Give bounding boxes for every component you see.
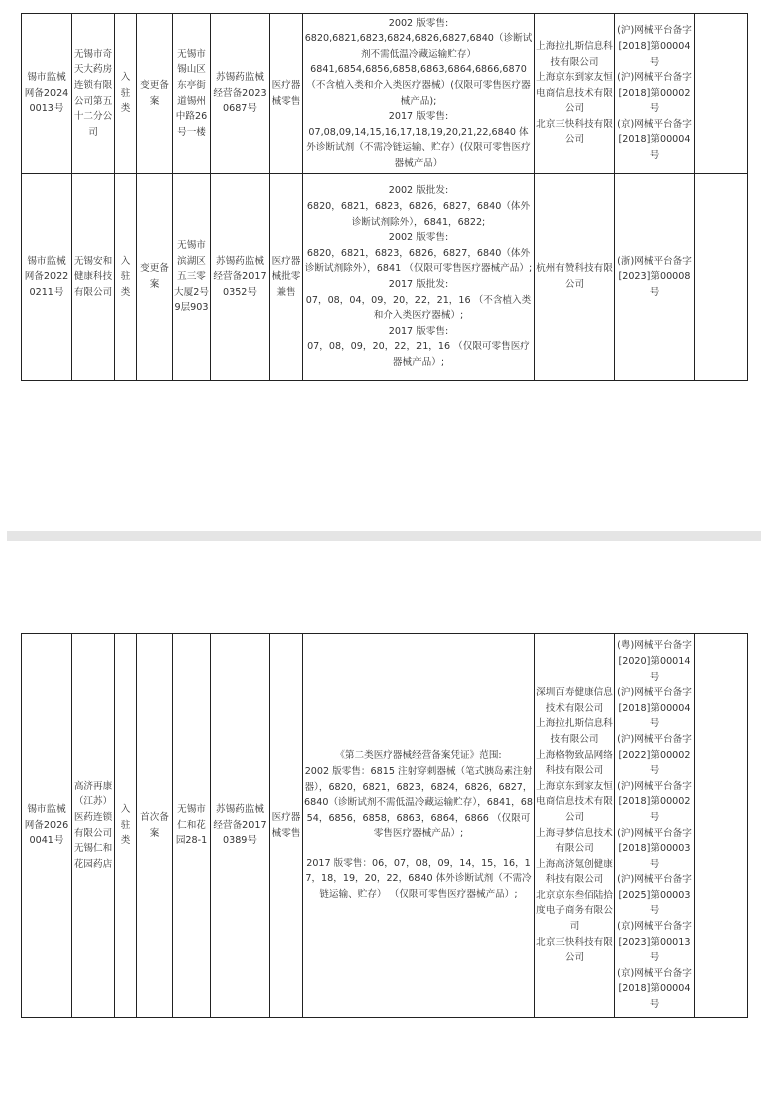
platform-permit: (沪)网械平台备字[2018]第00003号 (617, 827, 692, 870)
license-number: 苏锡药监械经营备20170352号 (211, 174, 270, 381)
filing-type: 变更备案 (137, 14, 173, 174)
platform-permit: (沪)网械平台备字[2018]第00002号 (617, 72, 692, 115)
scope-line: 07，08，09，20，22，21，16 （仅限可零售医疗器械产品）; (307, 341, 530, 368)
platform-name: 杭州有赞科技有限公司 (536, 263, 613, 290)
platform-permit: (沪)网械平台备字[2018]第00002号 (617, 780, 692, 823)
scope-line: 6820，6821，6823，6826，6827，6840（体外诊断试剂除外），6841，6822; (306, 201, 531, 228)
scope-line: 07，08，04，09，20，22，21，16 （不含植入类和介入类医疗器械）; (305, 294, 532, 322)
platform-name: 北京三快科技有限公司 (536, 118, 613, 146)
license-number: 苏锡药监械经营备20170389号 (211, 634, 270, 1018)
filing-type: 首次备案 (137, 634, 173, 1018)
page-separator (7, 531, 761, 541)
platform-name: 深圳百寿健康信息技术有限公司 (536, 687, 613, 714)
platform-permit: (沪)网械平台备字[2025]第00003号 (617, 874, 692, 917)
registry-table-page2 (21, 633, 748, 1018)
platform-name: 北京京东叁佰陆拾度电子商务有限公司 (536, 889, 613, 933)
entry-type: 入驻类 (115, 174, 137, 381)
platform-permit: (京)网械平台备字[2018]第00004号 (617, 967, 692, 1011)
platform-name: 上海寻梦信息技术有限公司 (536, 827, 613, 855)
table-row (22, 14, 748, 174)
company-name: 无锡安和健康科技有限公司 (72, 174, 115, 381)
scope-line: 2017 版批发: (388, 279, 449, 290)
scope-line: 2002 版批发: (388, 185, 449, 197)
platform-permits (615, 14, 695, 174)
platform-permit: (京)网械平台备字[2023]第00013号 (617, 921, 692, 964)
business-address: 无锡市滨湖区五三零大厦2号9层903 (173, 174, 211, 381)
entry-type: 入驻类 (115, 14, 137, 174)
platform-permit: (粤)网械平台备字[2020]第00014号 (617, 640, 692, 683)
platform-permit: (沪)网械平台备字[2018]第00004号 (617, 687, 692, 730)
business-scope (303, 174, 535, 381)
business-mode: 医疗器械零售 (270, 634, 303, 1018)
entry-type: 入驻类 (115, 634, 137, 1018)
platform-name: 上海京东到家友恒电商信息技术有限公司 (536, 72, 613, 115)
platform-permit: (京)网械平台备字[2018]第00004号 (617, 118, 692, 162)
business-scope (303, 634, 535, 1018)
platform-permit: (沪)网械平台备字[2022]第00002号 (617, 733, 692, 777)
platform-permits (615, 174, 695, 381)
platform-permit: (浙)网械平台备字[2023]第00008号 (617, 255, 692, 298)
license-number: 苏锡药监械经营备20230687号 (211, 14, 270, 174)
scope-line: 6820,6821,6823,6824,6826,6827,6840（诊断试剂不需低温冷藏运输贮存） (304, 33, 533, 60)
remark (695, 174, 748, 381)
scope-line: 6820，6821，6823，6826，6827，6840（体外诊断试剂除外），6841 （仅限可零售医疗器械产品）; (304, 247, 533, 275)
platform-companies (535, 174, 615, 381)
scope-line: 2017 版零售: (388, 111, 449, 123)
table-row (22, 634, 748, 1018)
scope-spacer (304, 842, 533, 856)
filing-number: 锡市监械网备2024 0013号 (22, 14, 72, 174)
business-address: 无锡市锡山区东亭街道锡州中路26号一楼 (173, 14, 211, 174)
scope-line: 2002 版零售: (388, 17, 449, 29)
scope-line: 《第二类医疗器械经营备案凭证》范围: (335, 750, 502, 762)
scope-line: 2017 版零售：06，07，08，09，14，15，16，17，18，19，20，22，6840 体外诊断试剂（不需冷链运输、贮存） （仅限可零售医疗器械产品）; (305, 857, 532, 901)
platform-name: 上海高济氪创健康科技有限公司 (536, 858, 613, 886)
platform-companies (535, 14, 615, 174)
remark (695, 14, 748, 174)
platform-name: 上海拉扎斯信息科技有限公司 (536, 718, 613, 745)
scope-line: 2002 版零售：6815 注射穿刺器械（笔式胰岛素注射器），6820，6821，6823，6824，6826，6827，6840（诊断试剂不需低温冷藏运输贮存），6841，6854，6856，6858，6863，6864，6866 （仅限可零售医疗器械产品）; (304, 765, 533, 840)
company-name: 高济再康（江苏）医药连锁有限公司无锡仁和花园药店 (72, 634, 115, 1018)
platform-permits (615, 634, 695, 1018)
registry-table-page1 (21, 13, 748, 381)
filing-number: 锡市监械网备2022 0211号 (22, 174, 72, 381)
business-scope (303, 14, 535, 174)
platform-name: 上海拉扎斯信息科技有限公司 (536, 40, 613, 68)
filing-type: 变更备案 (137, 174, 173, 381)
business-address: 无锡市仁和花园28-1 (173, 634, 211, 1018)
scope-line: 07,08,09,14,15,16,17,18,19,20,21,22,6840 体外诊断试剂（不需冷链运输、贮存）(仅限可零售医疗器械产品） (306, 126, 531, 169)
scope-line: 2017 版零售: (388, 325, 449, 337)
platform-permit: (沪)网械平台备字[2018]第00004号 (617, 25, 692, 68)
remark (695, 634, 748, 1018)
scope-line: 2002 版零售: (388, 232, 449, 244)
filing-number: 锡市监械网备2026 0041号 (22, 634, 72, 1018)
scope-line: 6841,6854,6856,6858,6863,6864,6866,6870（不含植入类和介入类医疗器械）(仅限可零售医疗器械产品); (306, 64, 531, 107)
platform-name: 北京三快科技有限公司 (536, 936, 613, 964)
platform-name: 上海京东到家友恒电商信息技术有限公司 (536, 780, 613, 823)
table-row (22, 174, 748, 381)
company-name: 无锡市奇天大药房连锁有限公司第五十二分公司 (72, 14, 115, 174)
platform-companies (535, 634, 615, 1018)
business-mode: 医疗器械批零兼售 (270, 174, 303, 381)
platform-name: 上海格物致品网络科技有限公司 (536, 749, 613, 777)
business-mode: 医疗器械零售 (270, 14, 303, 174)
